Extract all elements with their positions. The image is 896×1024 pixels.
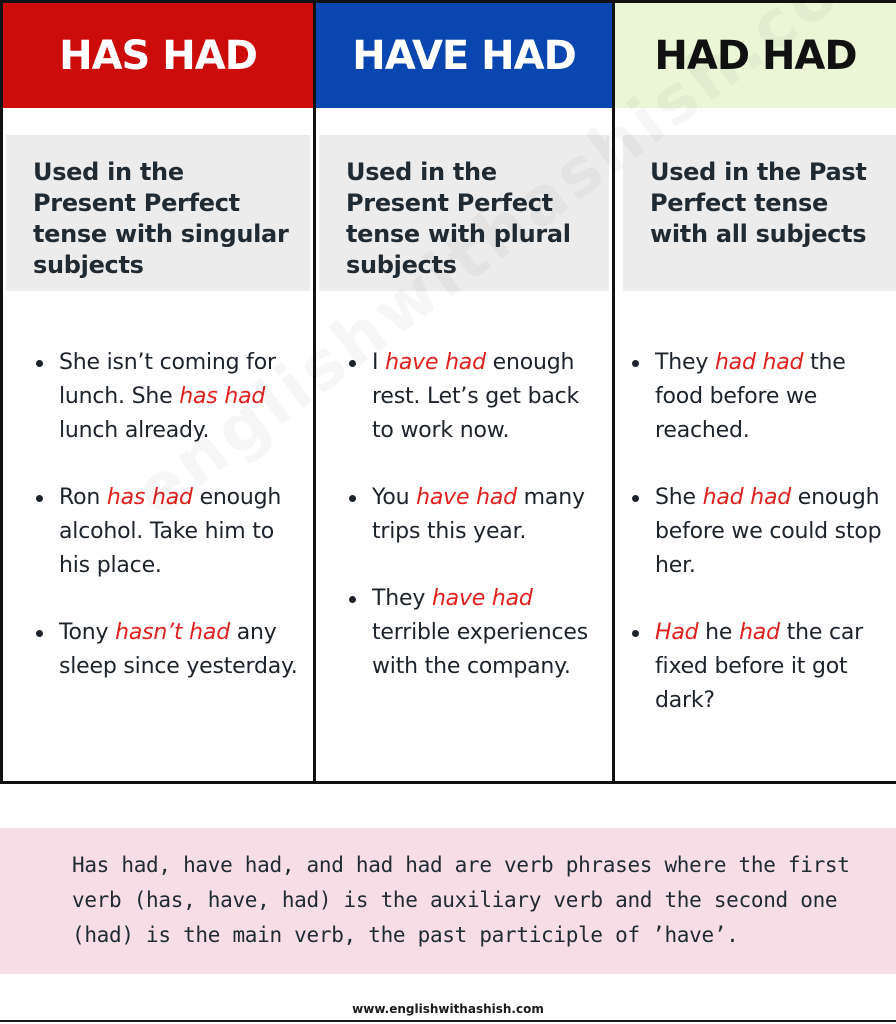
example-text: They (372, 586, 432, 611)
column-title: HAD HAD (615, 3, 896, 108)
example-item (33, 346, 303, 448)
example-item (629, 346, 886, 448)
example-text: I (372, 350, 386, 375)
explanation-note: Has had, have had, and had had are verb phrases where the first verb (has, have, had) is the auxiliary verb and the second one (had) is the main verb, the past participle of ’have’. (0, 828, 896, 974)
column-had-had (612, 0, 896, 784)
highlighted-verb: has had (179, 384, 266, 409)
usage-description: Used in the Past Perfect tense with all subjects (623, 135, 896, 291)
usage-description: Used in the Present Perfect tense with plural subjects (319, 135, 609, 291)
example-item (629, 616, 886, 718)
example-text: enough rest. Let’s get back to work now. (372, 350, 580, 443)
example-text: enough alcohol. Take him to his place. (59, 485, 282, 578)
example-list (629, 346, 886, 751)
highlighted-verb: have had (416, 485, 517, 510)
column-title: HAVE HAD (316, 3, 612, 108)
highlighted-verb: had (739, 620, 780, 645)
example-item (629, 481, 886, 583)
example-text: any sleep since yesterday. (59, 620, 298, 679)
example-text: he (698, 620, 740, 645)
example-text: She (655, 485, 703, 510)
highlighted-verb: have had (385, 350, 486, 375)
highlighted-verb: Had (655, 620, 699, 645)
example-item (33, 481, 303, 583)
column-has-had (0, 0, 316, 784)
example-text: They (655, 350, 715, 375)
example-text: terrible experiences with the company. (372, 620, 588, 679)
highlighted-verb: have had (431, 586, 533, 611)
example-item (346, 481, 602, 549)
footer-divider (0, 1020, 896, 1022)
example-text: lunch already. (59, 418, 210, 443)
example-text: enough before we could stop her. (655, 485, 882, 578)
example-item (33, 616, 303, 684)
example-item (346, 582, 602, 684)
highlighted-verb: has had (106, 485, 193, 510)
example-text: You (372, 485, 417, 510)
example-text: many trips this year. (372, 485, 585, 544)
example-list (346, 346, 602, 717)
column-title: HAS HAD (3, 3, 313, 108)
highlighted-verb: hasn’t had (115, 620, 230, 645)
usage-description: Used in the Present Perfect tense with singular subjects (6, 135, 310, 291)
example-text: Ron (59, 485, 107, 510)
example-text: She isn’t coming for lunch. She (59, 350, 276, 409)
example-text: the food before we reached. (655, 350, 846, 443)
example-item (346, 346, 602, 448)
column-have-had (313, 0, 615, 784)
highlighted-verb: had had (714, 350, 804, 375)
example-list (33, 346, 303, 717)
example-text: the car fixed before it got dark? (655, 620, 863, 713)
example-text: Tony (59, 620, 116, 645)
highlighted-verb: had had (702, 485, 792, 510)
website-footer: www.englishwithashish.com (352, 1002, 544, 1016)
